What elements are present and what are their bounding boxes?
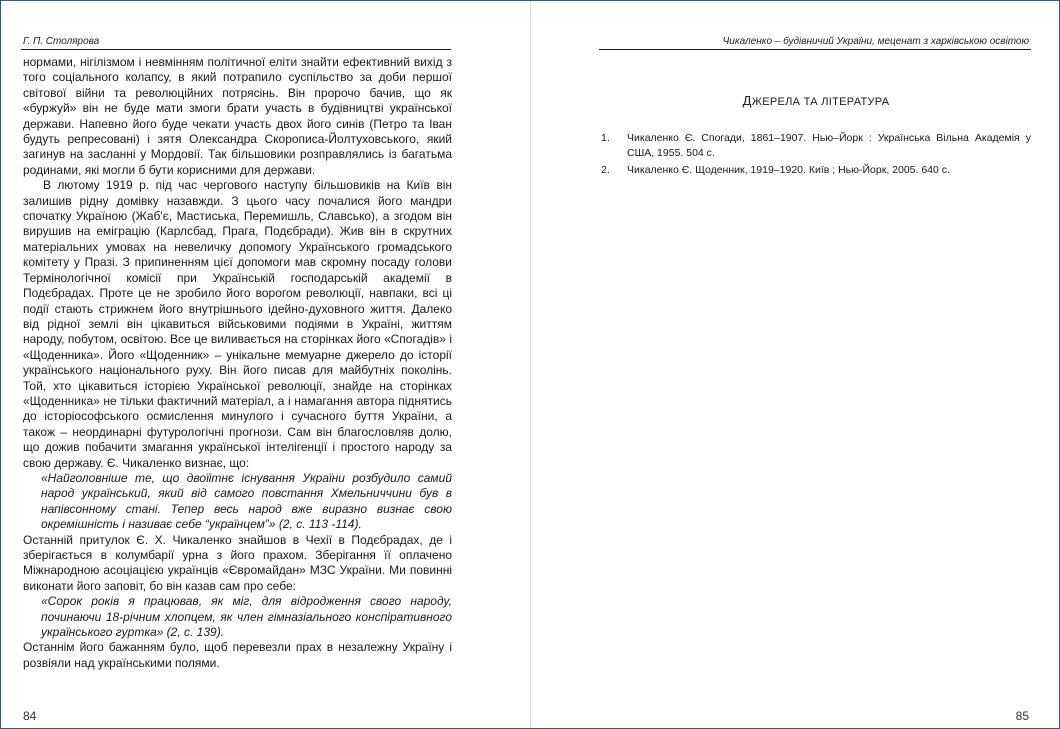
reference-list (601, 131, 1031, 180)
right-page (531, 1, 1059, 728)
paragraph-1: нормами, нігілізмом і невмінням політичної еліти знайти ефективний вихід з того соціального колапсу, в який потрапило суспільство за доби першої світової війни та революційних потрясінь. Він пророчо бачив, що як «буржуй» він не буде мати змоги брати участь в будівництві української держави. Напевно його буде чекати участь двох його синів (Петро та Іван будуть репресовані) і зятя Олександра Скорописа-Йолтуховського, який загинув на засланні у Мордовії. Так більшовики розправлялись із багатьма родинами, які могли б бути корисними для держави. (23, 55, 452, 177)
section-title-rest: ЖЕРЕЛА ТА ЛІТЕРАТУРА (751, 96, 890, 108)
reference-text: Чикаленко Є. Спогади, 1861–1907. Нью–Йорк : Українська Вільна Академія у США, 1955. 504 с. (627, 132, 1031, 159)
right-page-number: 85 (1015, 709, 1029, 723)
reference-item (601, 163, 1031, 178)
quote-2: «Сорок років я працював, як міг, для відродження свого народу, починаючи 18-річним хлопцем, як член гімназіального конспіративного українського гуртка» (2, с. 139). (41, 594, 452, 640)
left-body-text (23, 55, 452, 671)
paragraph-3: Останній притулок Є. Х. Чикаленко знайшов в Чехії в Подєбрадах, де і зберігається в колумбарії урна з його прахом. Зберігання її оплачено Міжнародною асоціацією українців «Євромайдан» МЗС України. Ми повинні виконати його заповіт, бо він казав сам про себе: (23, 532, 452, 593)
left-page-number: 84 (23, 709, 37, 723)
left-page (1, 1, 530, 728)
right-header-rule (599, 49, 1031, 50)
section-title (601, 93, 1031, 108)
reference-text: Чикаленко Є. Щоденник, 1919–1920. Київ ; Нью-Йорк, 2005. 640 с. (627, 164, 950, 176)
left-header-rule (21, 49, 451, 50)
paragraph-2: В лютому 1919 р. під час чергового наступу більшовиків на Київ він залишив рідну домівку назавжди. З цього часу почалися його мандри спочатку Україною (Жаб'є, Мастиська, Перемишль, Славсько), а згодом він вирушив на еміграцію (Карлсбад, Прага, Подєбради). Жив він в скрутних матеріальних умовах на невеличку допомогу Українського громадського комітету у Празі. З припиненням цієї допомоги мав скромну посаду голови Термінологічної комісії при Українській господарській академії в Подєбрадах. Проте це не зробило його ворогом революції, навпаки, всі ці події стають стрижнем його внутрішнього ідейно-духовного життя. Далеко від рідної землі він цікавиться військовими подіями в Україні, життям народу, побутом, освітою. Все це виливається на сторінках його «Спогадів» і «Щоденника». Його «Щоденник» – унікальне мемуарне джерело до історії українського національного руху. Він його писав для майбутніх поколінь. Той, хто цікавиться історією Української революції, знайде на сторінках «Щоденника» не тільки фактичний матеріал, а і намагання автора піднятись до історіософського осмислення минулого і сучасного буття України, а також – неординарні футурологічні прогнози. Сам він благословляв долю, що дожив побачити змагання української інтелігенції і простого народу за свою державу. Є. Чикаленко визнає, що: (23, 178, 452, 470)
reference-number: 2. (601, 164, 610, 176)
left-running-head: Г. П. Столярова (23, 36, 100, 47)
right-running-head: Чикаленко – будівничий України, меценат з харківською освітою (722, 36, 1029, 47)
section-title-initial: Д (742, 93, 752, 108)
paragraph-4: Останнім його бажанням було, щоб перевезли прах в незалежну Україну і розвіяли над українськими полями. (23, 640, 452, 670)
quote-1: «Найголовніше те, що двоїітнє існування України розбудило самий народ український, який від самого повстання Хмельниччини був в напівсонному стані. Тепер весь народ вже виразно визнає свою окремішність і називає себе “українцем”» (2, с. 113 -114). (41, 470, 452, 532)
reference-number: 1. (601, 132, 610, 144)
reference-item (601, 131, 1031, 161)
